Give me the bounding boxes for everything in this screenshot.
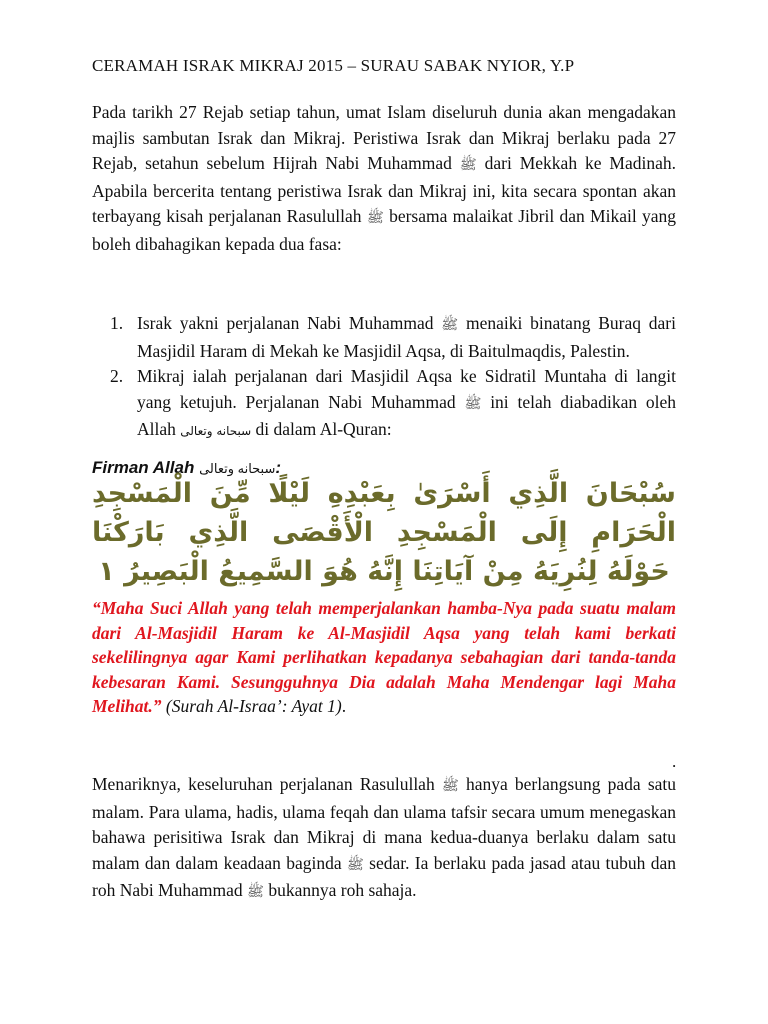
translation-end: .: [341, 696, 347, 716]
list-item-text-a: Israk yakni perjalanan Nabi Muhammad: [137, 313, 434, 333]
salawat-symbol: ﷺ: [247, 884, 264, 900]
document-title: CERAMAH ISRAK MIKRAJ 2015 – SURAU SABAK NYIOR, Y.P: [92, 56, 575, 75]
closing-text-1: Menariknya, keseluruhan perjalanan Rasulullah: [92, 774, 435, 794]
list-item-text-a: Mikraj ialah perjalanan dari Masjidil Aqsa ke Sidratil Muntaha di langit yang ketujuh. Perjalanan Nabi Muhammad: [137, 366, 676, 412]
closing-text-3: sedar. Ia berlaku pada jasad atau tubuh dan roh Nabi Muhammad: [92, 852, 676, 900]
list-number: 2.: [110, 366, 124, 386]
list-item-mikraj: [92, 364, 676, 445]
verse-translation: [92, 596, 676, 719]
intro-text-2: dari Mekkah ke Madinah. Apabila bercerita tentang peristiwa Israk dan Mikraj ini, kita secara spontan akan terbayang kisah perjalanan Rasulullah: [92, 153, 677, 226]
subhanahu-symbol: سبحانه وتعالى: [180, 424, 252, 438]
intro-paragraph: [92, 100, 676, 257]
intro-text-1: Pada tarikh 27 Rejab setiap tahun, umat Islam diseluruh dunia akan mengadakan majlis sambutan Israk dan Mikraj. Peristiwa Israk dan Mikraj berlaku pada 27 Rejab, setahun sebelum Hijrah Nabi Muhammad: [92, 102, 676, 173]
translation-quote: “Maha Suci Allah yang telah memperjalankan hamba-Nya pada suatu malam dari Al-Masjidil Haram ke Al-Masjidil Aqsa yang telah kami berkati sekelilingnya agar Kami perlihatkan kepadanya sebahagian dari tanda-tanda kebesaran Kami. Sesungguhnya Dia adalah Maha Mendengar lagi Maha Melihat.”: [92, 598, 676, 716]
salawat-symbol: ﷺ: [459, 157, 477, 173]
salawat-symbol: ﷺ: [346, 856, 364, 873]
salawat-symbol: ﷺ: [366, 210, 384, 226]
salawat-symbol: ﷺ: [464, 395, 482, 412]
closing-paragraph: [92, 772, 676, 906]
intro-text-3: bersama malaikat Jibril dan Mikail yang boleh dibahagikan kepada dua fasa:: [92, 206, 677, 254]
phase-list: [92, 311, 676, 445]
subhanahu-symbol: سبحانه وتعالى: [199, 461, 276, 476]
salawat-symbol: ﷺ: [441, 317, 459, 333]
list-number: 1.: [110, 313, 124, 333]
list-item-text-c: di dalam Al-Quran:: [255, 419, 392, 439]
quran-verse: سُبْحَانَ الَّذِي أَسْرَىٰ بِعَبْدِهِ لَيْلًا مِّنَ الْمَسْجِدِ الْحَرَامِ إِلَى الْمَسْجِدِ الْأَقْصَى الَّذِي بَارَكْنَا حَوْلَهُ لِنُرِيَهُ مِنْ آيَاتِنَا إِنَّهُ هُوَ السَّمِيعُ الْبَصِيرُ ١: [92, 478, 676, 587]
list-item-text-b: menaiki binatang Buraq dari Masjidil Haram di Mekah ke Masjidil Aqsa, di Baitulmaqdis, Palestin.: [137, 313, 676, 361]
closing-text-2: hanya berlangsung pada satu malam. Para ulama, hadis, ulama feqah dan ulama tafsir secara umum menegaskan bahawa perisitiwa Israk dan Mikraj di mana kedua-duanya berlaku dalam satu malam dan dalam keadaan baginda: [92, 774, 677, 873]
verse-source: (Surah Al-Israa’: Ayat 1): [165, 696, 342, 716]
list-item-text-b: ini telah diabadikan oleh Allah: [137, 391, 677, 439]
firman-label: Firman Allah: [92, 458, 195, 477]
firman-colon: :: [275, 458, 282, 477]
stray-dot: .: [672, 752, 677, 771]
salawat-symbol: ﷺ: [441, 778, 459, 794]
list-item-israk: [92, 311, 676, 364]
closing-text-4: bukannya roh sahaja.: [268, 880, 417, 900]
